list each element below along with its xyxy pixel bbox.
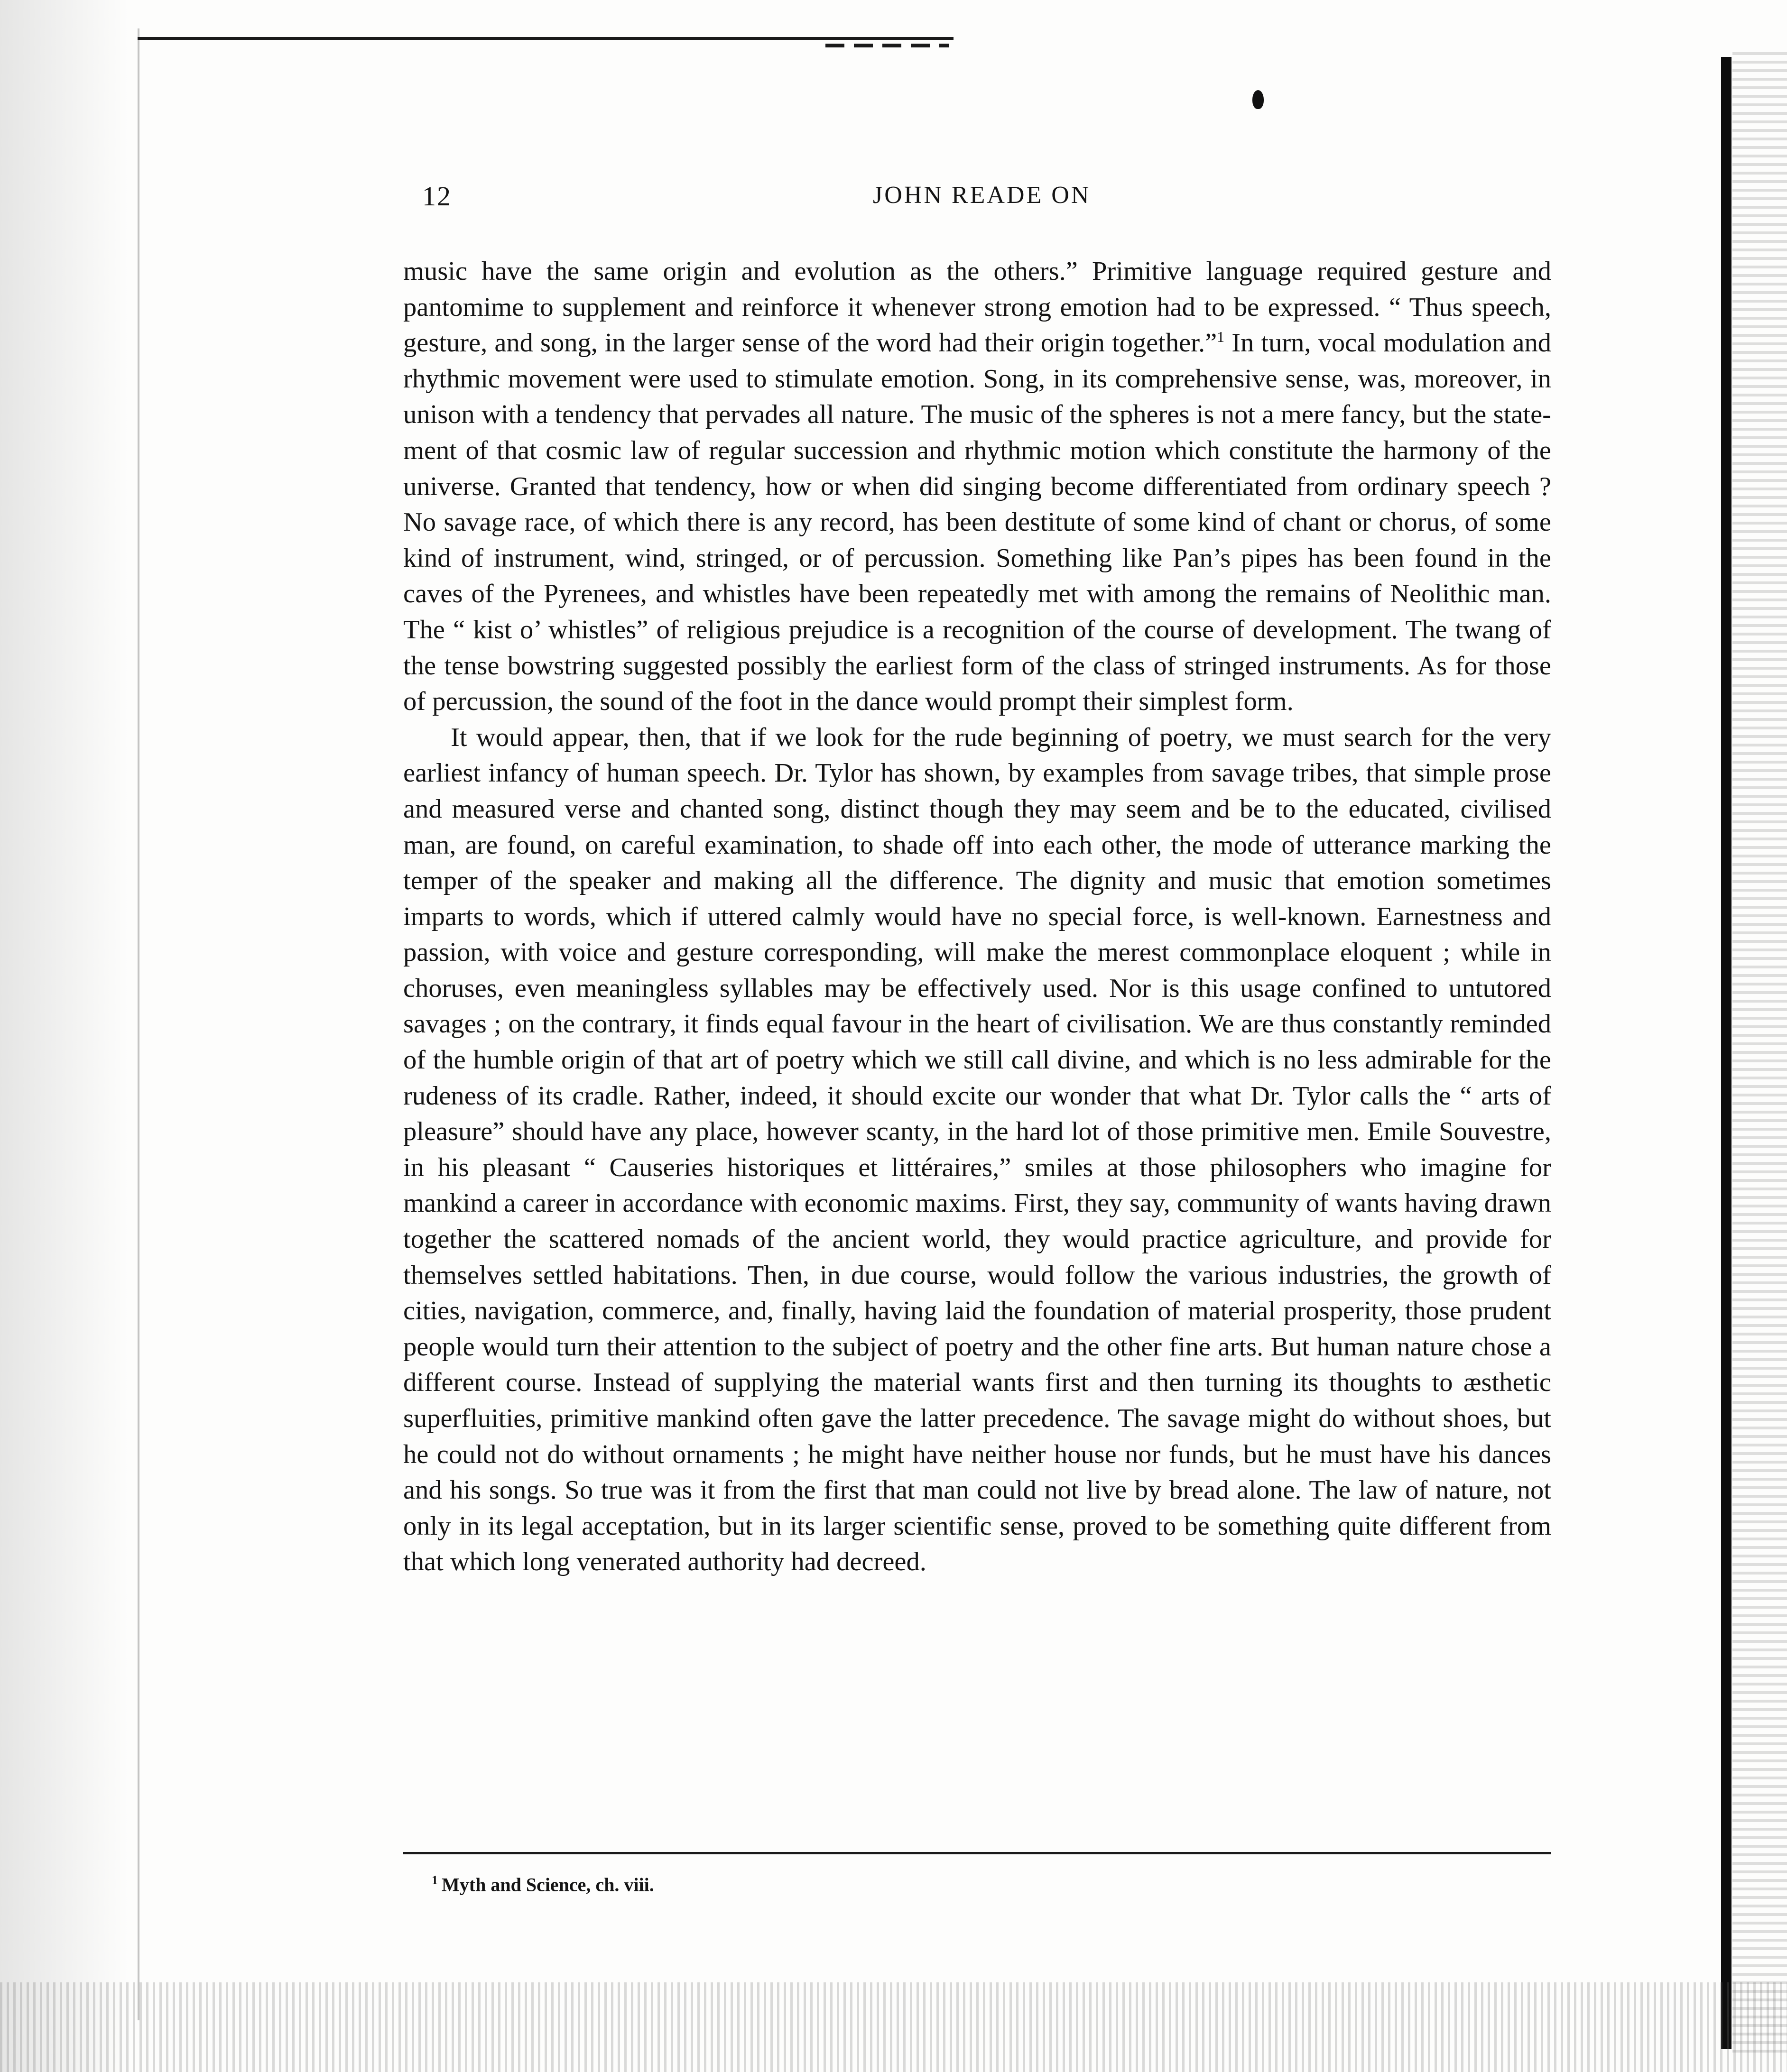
footnote-marker: 1 [432,1873,438,1887]
footnote [432,1873,654,1896]
footnote-reference: 1 [1217,328,1225,346]
ink-blot [1252,90,1264,109]
left-binding-line [138,28,139,2020]
paragraph-1 [403,254,1551,720]
paragraph-2: It would appear, then, that if we look for the rude beginning of poetry, we must search for the very earliest infancy of human speech. Dr. Tylor has shown, by examples from savage tribes, that simple prose and measured verse and chanted song, distinct though they may seem and be to the educated, civilised man, are found, on careful examination, to shade off into each other, the mode of utterance marking the temper of the speaker and making all the difference. The dignity and music that emotion sometimes imparts to words, which if uttered calmly would have no special force, is well-known. Earnestness and passion, with voice and gesture corresponding, will make the merest commonplace eloquent ; while in choruses, even meaningless syllables may be effectively used. Nor is this usage confined to untutored savages ; on the contrary, it finds equal favour in the heart of civilisation. We are thus constantly reminded of the humble origin of that art of poetry which we still call divine, and which is no less admirable for the rudeness of its cradle. Rather, indeed, it should excite our wonder that what Dr. Tylor calls the “ arts of pleasure” should have any place, however scanty, in the hard lot of those primitive men. Emile Souvestre, in his pleasant “ Causeries historiques et littéraires,” smiles at those philosophers who imagine for mankind a career in accordance with economic maxims. First, they say, community of wants having drawn together the scattered nomads of the ancient world, they would practice agriculture, and provide for themselves settled habitations. Then, in due course, would follow the various industries, the growth of cities, navigation, commerce, and, finally, having laid the foundation of material prosperity, those prudent people would turn their attention to the subject of poetry and the other fine arts. But human nature chose a different course. Instead of supplying the material wants first and then turning its thoughts to æsthetic superfluities, primitive mankind often gave the latter precedence. The savage might do without shoes, but he could not do without ornaments ; he might have neither house nor funds, but he must have his dances and his songs. So true was it from the first that man could not live by bread alone. The law of nature, not only in its legal acceptation, but in its larger scientific sense, proved to be something quite different from that which long venerated authority had decreed. [403,722,1551,1577]
footnote-rule [403,1852,1551,1854]
top-scan-dash [825,44,949,47]
bottom-scan-speckle [0,1982,1787,2072]
left-scan-shadow [0,0,142,2072]
paragraph-1-part-b: In turn, vocal modulation and rhythmic movement were used to stimulate emotion. Song, in its comprehensive sense, was, moreover, in unison with a tendency that pervades all nature. The music of the spheres is not a mere fancy, but the statement of that cosmic law of regular succession and rhythmic motion which constitute the harmony of the universe. Granted that tendency, how or when did singing become differentiated from ordinary speech ? No savage race, of which there is any record, has been destitute of some kind of chant or chorus, of some kind of instrument, wind, stringed, or of percussion. Something like Pan’s pipes has been found in the caves of the Pyrenees, and whistles have been repeatedly met with among the remains of Neolithic man. The “ kist o’ whistles” of religious prejudice is a recognition of the course of development. The twang of the tense bowstring suggested possibly the earliest form of the class of stringed instruments. As for those of percussion, the sound of the foot in the dance would prompt their simplest form. [403,328,1552,717]
footnote-text: Myth and Science, ch. viii. [442,1874,654,1896]
page-header [422,180,1551,218]
right-edge-bar [1721,57,1731,2049]
paragraph-1-part-a: music have the same origin and evolution as the others.” Primitive language required gesture and pantomime to supplement and reinforce it whenever strong emotion had to be expressed. “ Thus speech, gesture, and song, in the larger sense of the word had their origin together.” [403,257,1551,358]
right-scan-speckle [1732,52,1787,2054]
page-number: 12 [422,181,452,212]
running-head: JOHN READE ON [873,182,1091,209]
top-scan-line [138,37,954,40]
body-text [403,254,1551,1580]
